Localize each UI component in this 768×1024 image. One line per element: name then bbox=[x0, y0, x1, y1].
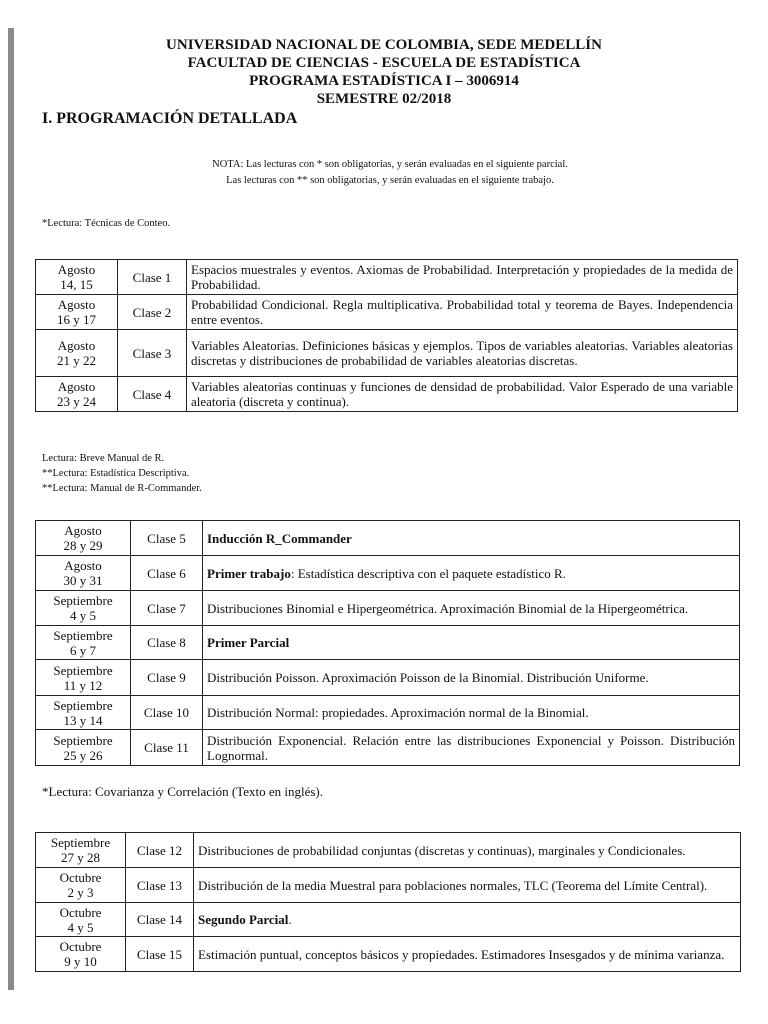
row-class-number: Clase 6 bbox=[131, 556, 203, 591]
row-description-bold: Primer trabajo bbox=[207, 565, 291, 581]
readings-block-2 bbox=[42, 451, 202, 496]
row-date bbox=[36, 626, 131, 660]
row-description-text: Distribución Poisson. Aproximación Poisson de la Binomial. Distribución Uniforme. bbox=[207, 670, 649, 685]
row-description bbox=[203, 660, 740, 696]
row-description bbox=[203, 556, 740, 591]
row-date-days: 28 y 29 bbox=[63, 538, 103, 553]
row-class-number: Clase 1 bbox=[118, 260, 187, 295]
schedule-row bbox=[36, 730, 740, 766]
row-description-text: Variables aleatorias continuas y funciones de densidad de probabilidad. Valor Esperado de una variable aleatoria (discreta y continua). bbox=[191, 379, 733, 409]
schedule-table-1-body bbox=[36, 260, 738, 412]
reading-descriptive-stats: **Lectura: Estadística Descriptiva. bbox=[42, 468, 190, 479]
row-description-text: Distribución Exponencial. Relación entre las distribuciones Exponencial y Poisson. Distribución Lognormal. bbox=[207, 732, 735, 763]
row-date bbox=[36, 330, 118, 377]
row-date-month: Agosto bbox=[57, 338, 96, 353]
university-name: UNIVERSIDAD NACIONAL DE COLOMBIA, SEDE MEDELLÍN bbox=[166, 37, 602, 53]
row-date-days: 4 y 5 bbox=[70, 608, 96, 623]
row-date-days: 11 y 12 bbox=[63, 677, 103, 693]
row-date-days: 6 y 7 bbox=[70, 642, 96, 658]
schedule-table-2 bbox=[35, 520, 740, 766]
row-class-number: Clase 9 bbox=[131, 660, 203, 696]
schedule-row bbox=[36, 556, 740, 591]
schedule-row bbox=[36, 260, 738, 295]
row-date-month: Septiembre bbox=[53, 732, 113, 748]
row-date bbox=[36, 521, 131, 556]
schedule-row bbox=[36, 868, 741, 903]
row-description-text: Estimación puntual, conceptos básicos y propiedades. Estimadores Insesgados y de mínima varianza. bbox=[198, 946, 725, 962]
schedule-table-2-body bbox=[36, 521, 740, 766]
row-class-number: Clase 15 bbox=[126, 937, 194, 972]
row-class-number: Clase 2 bbox=[118, 295, 187, 330]
row-date bbox=[36, 260, 118, 295]
note-line-1: NOTA: Las lecturas con * son obligatorias, y serán evaluadas en el siguiente parcial. bbox=[212, 159, 568, 170]
row-date-month: Agosto bbox=[64, 558, 102, 573]
row-date-month: Septiembre bbox=[53, 662, 113, 678]
row-class-number: Clase 8 bbox=[131, 626, 203, 660]
row-date-month: Agosto bbox=[57, 297, 96, 312]
row-class-number: Clase 3 bbox=[118, 330, 187, 377]
row-description-text: Distribución de la media Muestral para poblaciones normales, TLC (Teorema del Límite Central). bbox=[198, 877, 708, 893]
row-description bbox=[187, 377, 738, 412]
row-date-month: Octubre bbox=[59, 870, 102, 885]
row-description-text: Distribuciones de probabilidad conjuntas (discretas y continuas), marginales y Condicionales. bbox=[198, 842, 686, 858]
row-description bbox=[194, 937, 741, 972]
reading-covariance: *Lectura: Covarianza y Correlación (Texto en inglés). bbox=[42, 784, 324, 799]
row-description-text: . bbox=[288, 912, 292, 927]
row-date bbox=[36, 903, 126, 937]
schedule-row bbox=[36, 330, 738, 377]
row-description bbox=[203, 730, 740, 766]
row-class-number: Clase 10 bbox=[131, 696, 203, 730]
row-description bbox=[203, 591, 740, 626]
schedule-table-3-body bbox=[36, 833, 741, 972]
section-title: I. PROGRAMACIÓN DETALLADA bbox=[42, 110, 298, 127]
row-class-number: Clase 5 bbox=[131, 521, 203, 556]
schedule-row bbox=[36, 937, 741, 972]
row-class-number: Clase 4 bbox=[118, 377, 187, 412]
row-date-days: 21 y 22 bbox=[57, 353, 96, 368]
row-description-text: Probabilidad Condicional. Regla multiplicativa. Probabilidad total y teorema de Bayes. Independencia entre eventos. bbox=[191, 297, 733, 327]
row-date bbox=[36, 696, 131, 730]
row-date-days: 16 y 17 bbox=[57, 312, 96, 327]
faculty-name: FACULTAD DE CIENCIAS - ESCUELA DE ESTADÍSTICA bbox=[187, 55, 581, 71]
schedule-row bbox=[36, 903, 741, 937]
schedule-row bbox=[36, 696, 740, 730]
row-date-month: Septiembre bbox=[50, 835, 111, 850]
row-description bbox=[194, 903, 741, 937]
document-header bbox=[0, 36, 768, 108]
row-date-month: Octubre bbox=[59, 904, 102, 920]
row-description bbox=[203, 626, 740, 660]
row-date-days: 2 y 3 bbox=[67, 885, 94, 900]
row-date-month: Octubre bbox=[59, 939, 102, 954]
schedule-row bbox=[36, 591, 740, 626]
reading-r-manual: Lectura: Breve Manual de R. bbox=[42, 453, 165, 464]
schedule-row bbox=[36, 377, 738, 412]
reading-r-commander: **Lectura: Manual de R-Commander. bbox=[42, 483, 202, 494]
row-description bbox=[187, 260, 738, 295]
row-date-days: 13 y 14 bbox=[63, 712, 103, 728]
row-description bbox=[203, 696, 740, 730]
schedule-row bbox=[36, 521, 740, 556]
row-date bbox=[36, 833, 126, 868]
row-date-days: 14, 15 bbox=[60, 277, 93, 292]
row-date-days: 25 y 26 bbox=[63, 747, 103, 763]
row-date-days: 9 y 10 bbox=[64, 954, 97, 969]
schedule-row bbox=[36, 833, 741, 868]
row-description-text: : Estadística descriptiva con el paquete estadístico R. bbox=[290, 565, 566, 581]
reading-counting: *Lectura: Técnicas de Conteo. bbox=[42, 218, 171, 229]
row-description bbox=[187, 295, 738, 330]
row-date-month: Septiembre bbox=[53, 627, 113, 643]
row-description-text: Espacios muestrales y eventos. Axiomas de Probabilidad. Interpretación y propiedades de la medida de Probabilidad. bbox=[191, 262, 733, 292]
row-date-days: 23 y 24 bbox=[57, 394, 96, 409]
schedule-table-1 bbox=[35, 259, 738, 412]
row-description-bold: Segundo Parcial bbox=[198, 912, 289, 927]
row-date bbox=[36, 868, 126, 903]
row-description bbox=[187, 330, 738, 377]
row-date-days: 27 y 28 bbox=[61, 850, 100, 865]
row-date bbox=[36, 377, 118, 412]
row-class-number: Clase 14 bbox=[126, 903, 194, 937]
row-class-number: Clase 7 bbox=[131, 591, 203, 626]
schedule-row bbox=[36, 660, 740, 696]
schedule-row bbox=[36, 626, 740, 660]
row-date-month: Agosto bbox=[57, 262, 96, 277]
row-date-month: Septiembre bbox=[53, 593, 113, 608]
row-description bbox=[203, 521, 740, 556]
row-date bbox=[36, 660, 131, 696]
program-name: PROGRAMA ESTADÍSTICA I – 3006914 bbox=[249, 73, 519, 89]
semester: SEMESTRE 02/2018 bbox=[316, 91, 452, 107]
row-date bbox=[36, 937, 126, 972]
row-description-bold: Primer Parcial bbox=[207, 635, 290, 650]
row-date bbox=[36, 730, 131, 766]
row-description-text: Distribuciones Binomial e Hipergeométrica. Aproximación Binomial de la Hipergeométrica. bbox=[207, 600, 689, 616]
row-description-text: Variables Aleatorias. Definiciones básicas y ejemplos. Tipos de variables aleatorias. Variables aleatorias discretas y distribuciones de probabilidad de variables aleatorias discretas. bbox=[191, 338, 733, 368]
row-date-month: Agosto bbox=[64, 523, 102, 538]
row-class-number: Clase 12 bbox=[126, 833, 194, 868]
note-line-2: Las lecturas con ** son obligatorias, y serán evaluadas en el siguiente trabajo. bbox=[226, 175, 554, 186]
note bbox=[0, 157, 768, 189]
row-date-month: Agosto bbox=[57, 379, 96, 394]
row-class-number: Clase 13 bbox=[126, 868, 194, 903]
row-class-number: Clase 11 bbox=[131, 730, 203, 766]
row-description-bold: Inducción R_Commander bbox=[207, 530, 352, 546]
row-date-month: Septiembre bbox=[53, 697, 113, 713]
schedule-row bbox=[36, 295, 738, 330]
schedule-table-3 bbox=[35, 832, 741, 972]
row-date bbox=[36, 591, 131, 626]
row-date-days: 4 y 5 bbox=[67, 919, 94, 935]
row-date-days: 30 y 31 bbox=[63, 573, 103, 588]
row-description bbox=[194, 868, 741, 903]
row-description bbox=[194, 833, 741, 868]
row-description-text: Distribución Normal: propiedades. Aproximación normal de la Binomial. bbox=[207, 705, 589, 720]
row-date bbox=[36, 556, 131, 591]
row-date bbox=[36, 295, 118, 330]
